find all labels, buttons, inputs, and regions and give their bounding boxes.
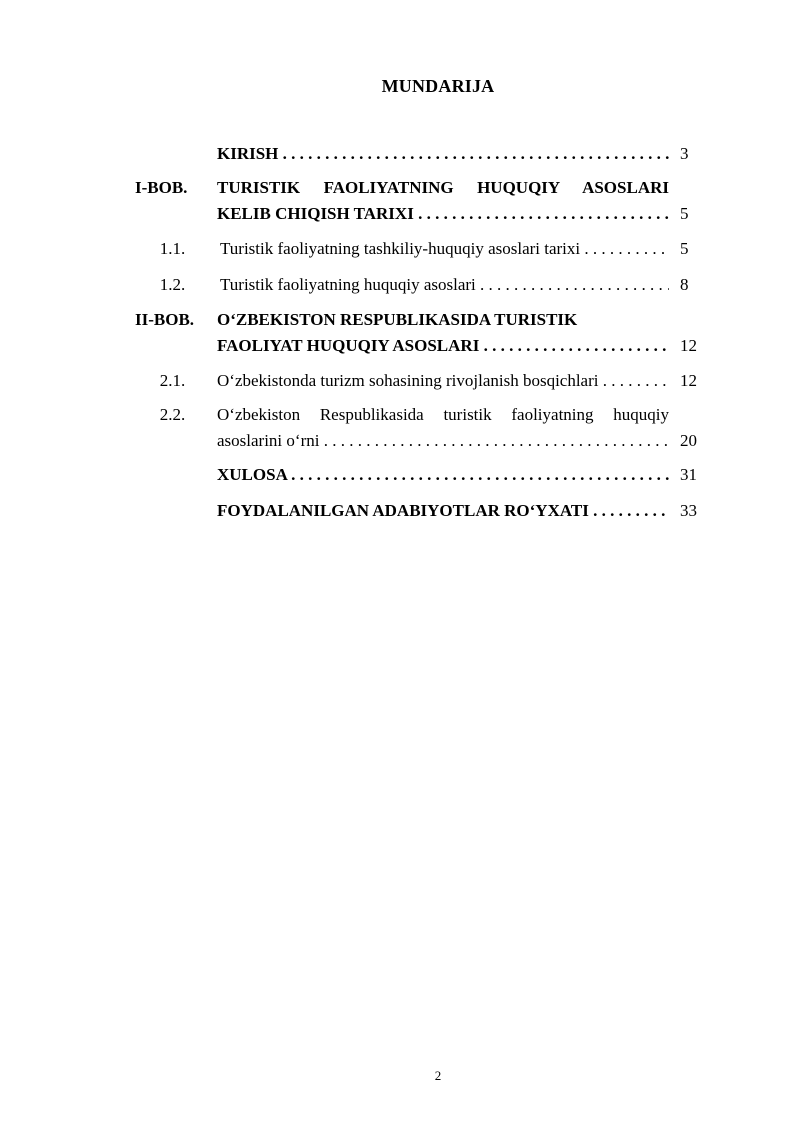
toc-entry-title: Turistik faoliyatning tashkiliy-huquqiy asoslari tarixi . . . (220, 236, 669, 262)
toc-section-number: 1.1. (159, 239, 186, 258)
toc-entry-title: O‘zbekistonda turizm sohasining rivojlanish bosqichlari . . . (217, 368, 669, 394)
toc-entry-title: FOYDALANILGAN ADABIYOTLAR RO‘YXATI . . . (217, 498, 669, 524)
toc-entry-title: O‘zbekiston Respublikasida turistik faoliyatning huquqiy asoslarini o‘rni . . . (217, 402, 669, 454)
toc-chapter-number: I-BOB. (135, 178, 188, 197)
toc-section-number: 2.1. (159, 371, 186, 390)
toc-page-number: 12 (680, 336, 697, 355)
toc-page-number: 33 (680, 501, 697, 520)
page-number: 2 (434, 1068, 442, 1083)
toc-section-number: 1.2. (159, 275, 186, 294)
toc-page-number: 5 (680, 239, 689, 258)
toc-entry-title: XULOSA . . . (217, 462, 669, 488)
toc-page-number: 3 (680, 144, 689, 163)
toc-page-number: 5 (680, 204, 689, 223)
toc-page-number: 8 (680, 275, 689, 294)
toc-chapter-number: II-BOB. (135, 310, 195, 329)
toc-section-number: 2.2. (159, 405, 186, 424)
toc-page-number: 20 (680, 431, 697, 450)
toc-entry-title: TURISTIK FAOLIYATNING HUQUQIY ASOSLARI KELIB CHIQISH TARIXI . . . (217, 175, 669, 227)
toc-entry-title: KIRISH . . . (217, 141, 669, 167)
toc-entry-title: Turistik faoliyatning huquqiy asoslari . . . (220, 272, 669, 298)
page-title: MUNDARIJA (381, 76, 495, 96)
toc-page-number: 31 (680, 465, 697, 484)
toc-entry-title: O‘ZBEKISTON RESPUBLIKASIDA TURISTIK FAOLIYAT HUQUQIY ASOSLARI . . . (217, 307, 669, 359)
toc-page-number: 12 (680, 371, 697, 390)
